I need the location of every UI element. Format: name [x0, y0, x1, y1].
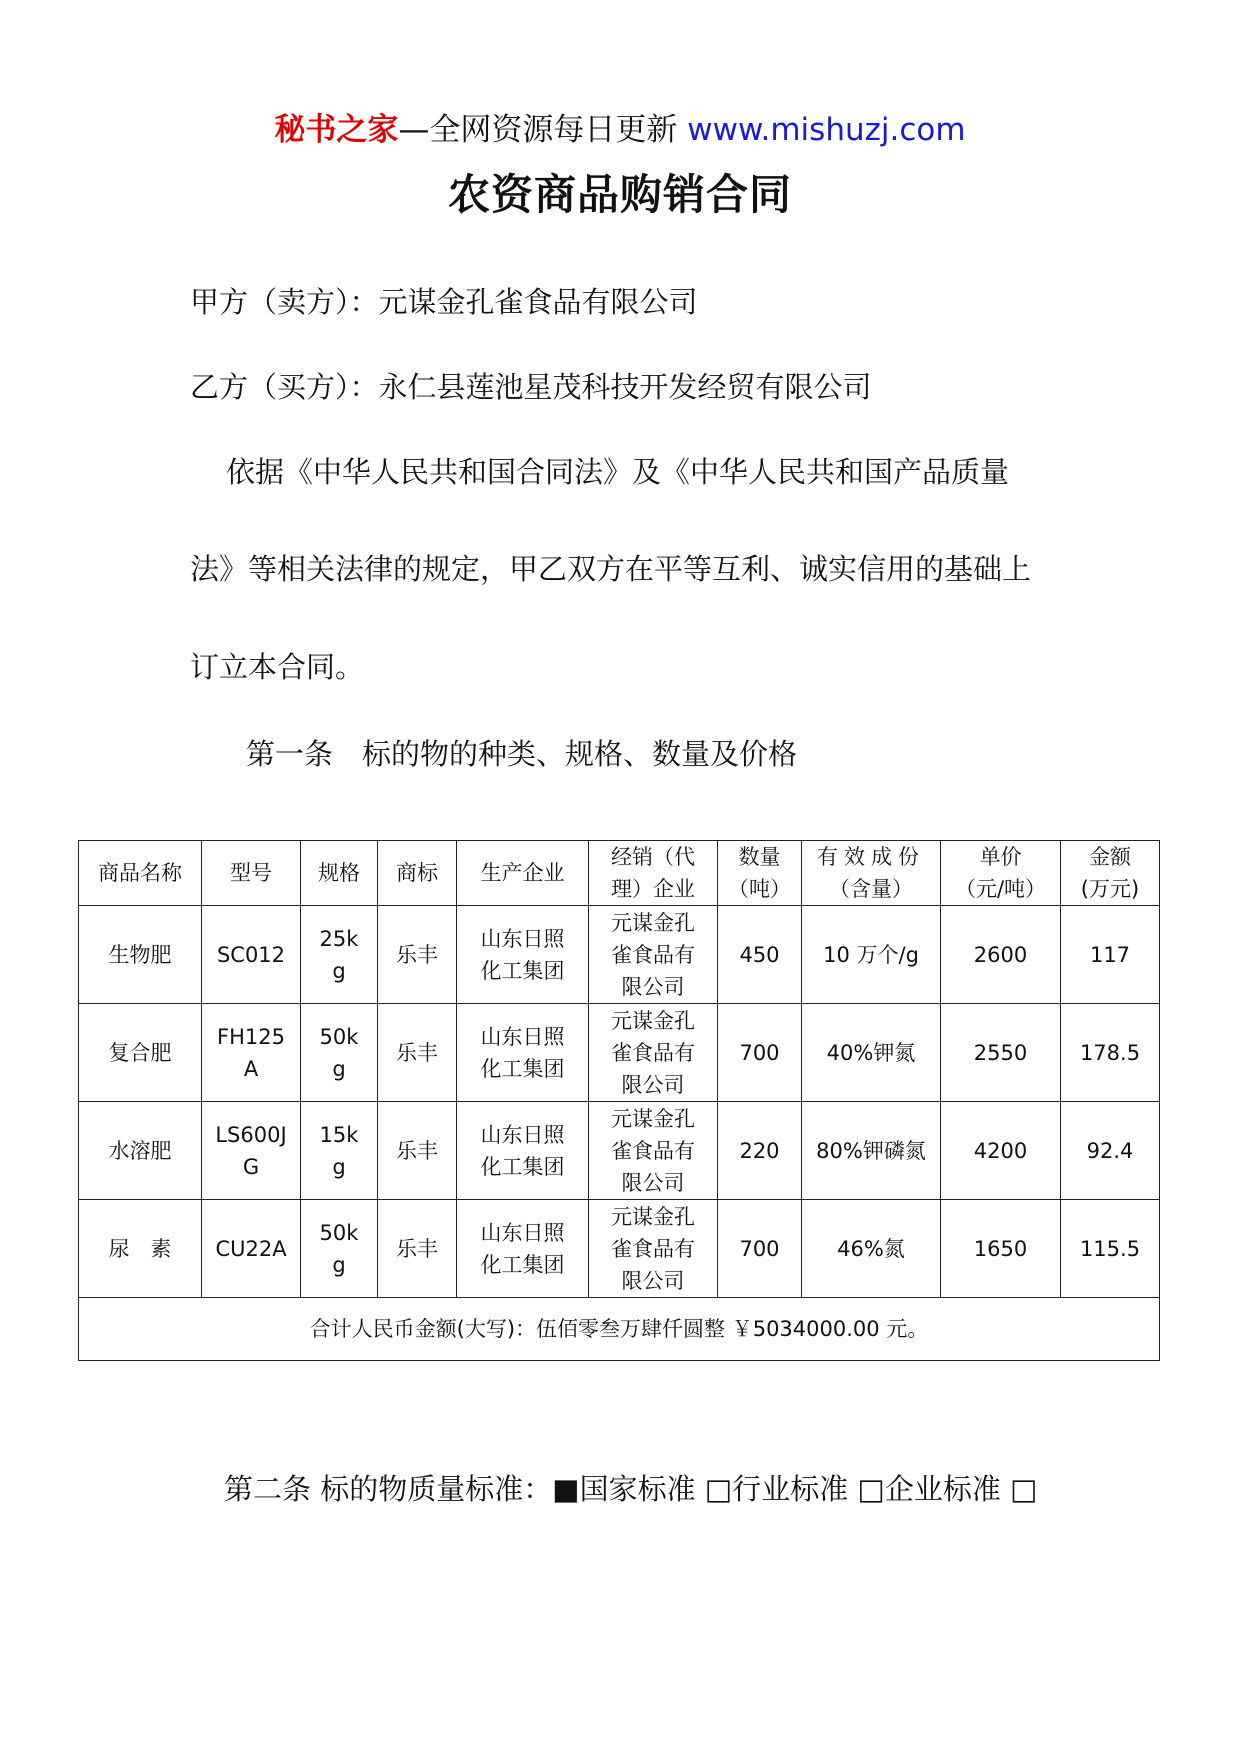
cell-model — [202, 1200, 301, 1298]
header-content-line-2: （含量） — [829, 877, 913, 901]
cell-name: 复合肥 — [79, 1004, 202, 1102]
brand-name: 秘书之家 — [274, 112, 399, 148]
total-amount: 合计人民币金额(大写)：伍佰零叁万肆仟圆整 ￥5034000.00 元。 — [79, 1298, 1160, 1361]
table-total-row — [79, 1298, 1160, 1361]
header-price-line-2: （元/吨） — [954, 877, 1047, 901]
cell-model-line-1: FH125 — [217, 1024, 285, 1049]
table-row — [79, 1200, 1160, 1298]
cell-name: 尿 素 — [79, 1200, 202, 1298]
header-maker: 生产企业 — [457, 841, 589, 906]
cell-dealer — [589, 1102, 718, 1200]
cell-qty: 700 — [718, 1004, 802, 1102]
cell-name: 生物肥 — [79, 906, 202, 1004]
cell-model-line-1: LS600J — [215, 1122, 287, 1147]
cell-dealer-line-3: 限公司 — [621, 1072, 685, 1097]
cell-dealer-line-2: 雀食品有 — [611, 942, 695, 967]
header-price-line-1: 单价 — [979, 845, 1022, 869]
cell-amount: 178.5 — [1061, 1004, 1160, 1102]
cell-model — [202, 906, 301, 1004]
cell-maker-line-2: 化工集团 — [480, 1056, 565, 1081]
site-header — [0, 104, 1240, 149]
cell-content: 10 万个/g — [802, 906, 941, 1004]
cell-dealer — [589, 1004, 718, 1102]
site-slogan: —全网资源每日更新 — [398, 112, 678, 148]
cell-qty: 700 — [718, 1200, 802, 1298]
cell-dealer-line-3: 限公司 — [621, 974, 685, 999]
cell-dealer-line-2: 雀食品有 — [611, 1236, 695, 1261]
header-brand: 商标 — [378, 841, 457, 906]
header-spec: 规格 — [301, 841, 378, 906]
cell-dealer-line-1: 元谋金孔 — [611, 910, 695, 935]
cell-maker — [457, 906, 589, 1004]
cell-brand: 乐丰 — [378, 1200, 457, 1298]
cell-spec-line-2: g — [332, 1056, 346, 1081]
preamble-line-2: 法》等相关法律的规定，甲乙双方在平等互利、诚实信用的基础上 — [190, 552, 1032, 586]
cell-model-line-2: G — [242, 1154, 260, 1179]
header-dealer-line-2: 理）企业 — [611, 877, 695, 901]
cell-content: 46%氮 — [802, 1200, 941, 1298]
cell-model-line-1: CU22A — [215, 1236, 287, 1261]
cell-amount: 117 — [1061, 906, 1160, 1004]
cell-spec-line-1: 25k — [319, 926, 359, 951]
cell-maker-line-2: 化工集团 — [480, 1252, 565, 1277]
cell-maker-line-1: 山东日照 — [480, 1024, 565, 1049]
article-2-quality-standard: 第二条 标的物质量标准：■国家标准 □行业标准 □企业标准 □ — [224, 1472, 1038, 1506]
cell-spec-line-2: g — [332, 1154, 346, 1179]
header-qty-line-2: （吨） — [728, 877, 791, 901]
cell-content: 40%钾氮 — [802, 1004, 941, 1102]
cell-dealer-line-3: 限公司 — [621, 1268, 685, 1293]
cell-price: 4200 — [941, 1102, 1061, 1200]
cell-dealer-line-2: 雀食品有 — [611, 1138, 695, 1163]
header-qty — [718, 841, 802, 906]
cell-dealer-line-1: 元谋金孔 — [611, 1204, 695, 1229]
cell-maker-line-1: 山东日照 — [480, 926, 565, 951]
header-content-line-1: 有效成份 — [817, 845, 925, 869]
preamble-line-3: 订立本合同。 — [190, 650, 365, 684]
cell-maker — [457, 1102, 589, 1200]
cell-dealer-line-1: 元谋金孔 — [611, 1106, 695, 1131]
cell-spec — [301, 1200, 378, 1298]
cell-price: 2550 — [941, 1004, 1061, 1102]
cell-spec — [301, 1102, 378, 1200]
cell-model — [202, 1004, 301, 1102]
table-row — [79, 1004, 1160, 1102]
party-a: 甲方（卖方）：元谋金孔雀食品有限公司 — [190, 285, 698, 319]
preamble-line-1: 依据《中华人民共和国合同法》及《中华人民共和国产品质量 — [226, 455, 1010, 489]
cell-maker-line-1: 山东日照 — [480, 1122, 565, 1147]
header-dealer — [589, 841, 718, 906]
cell-qty: 220 — [718, 1102, 802, 1200]
cell-price: 1650 — [941, 1200, 1061, 1298]
cell-model-line-1: SC012 — [216, 942, 286, 967]
table-row — [79, 906, 1160, 1004]
cell-maker-line-2: 化工集团 — [480, 1154, 565, 1179]
cell-dealer-line-1: 元谋金孔 — [611, 1008, 695, 1033]
party-b: 乙方（买方）：永仁县莲池星茂科技开发经贸有限公司 — [190, 370, 872, 404]
cell-spec-line-1: 50k — [319, 1024, 359, 1049]
table-header-row — [79, 841, 1160, 906]
cell-dealer-line-2: 雀食品有 — [611, 1040, 695, 1065]
contract-title: 农资商品购销合同 — [447, 170, 792, 219]
header-price — [941, 841, 1061, 906]
cell-dealer — [589, 906, 718, 1004]
cell-maker-line-2: 化工集团 — [480, 958, 565, 983]
cell-model-line-2: A — [243, 1056, 259, 1081]
cell-brand: 乐丰 — [378, 1004, 457, 1102]
cell-dealer-line-3: 限公司 — [621, 1170, 685, 1195]
header-dealer-line-1: 经销（代 — [611, 845, 695, 869]
cell-maker-line-1: 山东日照 — [480, 1220, 565, 1245]
cell-qty: 450 — [718, 906, 802, 1004]
cell-spec-line-2: g — [332, 1252, 346, 1277]
cell-maker — [457, 1004, 589, 1102]
cell-spec — [301, 1004, 378, 1102]
cell-amount: 92.4 — [1061, 1102, 1160, 1200]
cell-name: 水溶肥 — [79, 1102, 202, 1200]
cell-spec-line-2: g — [332, 958, 346, 983]
cell-dealer — [589, 1200, 718, 1298]
goods-table — [78, 840, 1160, 1361]
cell-spec-line-1: 15k — [319, 1122, 359, 1147]
header-name: 商品名称 — [79, 841, 202, 906]
cell-brand: 乐丰 — [378, 906, 457, 1004]
cell-spec-line-1: 50k — [319, 1220, 359, 1245]
header-amount — [1061, 841, 1160, 906]
cell-amount: 115.5 — [1061, 1200, 1160, 1298]
header-content — [802, 841, 941, 906]
table-row — [79, 1102, 1160, 1200]
site-url-link[interactable]: www.mishuzj.com — [687, 112, 966, 148]
header-amount-line-2: (万元) — [1080, 877, 1140, 901]
header-amount-line-1: 金额 — [1089, 845, 1131, 869]
cell-spec — [301, 906, 378, 1004]
cell-content: 80%钾磷氮 — [802, 1102, 941, 1200]
cell-maker — [457, 1200, 589, 1298]
article-1-heading: 第一条 标的物的种类、规格、数量及价格 — [246, 737, 798, 771]
cell-brand: 乐丰 — [378, 1102, 457, 1200]
header-qty-line-1: 数量 — [738, 845, 781, 869]
cell-model — [202, 1102, 301, 1200]
header-model: 型号 — [202, 841, 301, 906]
cell-price: 2600 — [941, 906, 1061, 1004]
